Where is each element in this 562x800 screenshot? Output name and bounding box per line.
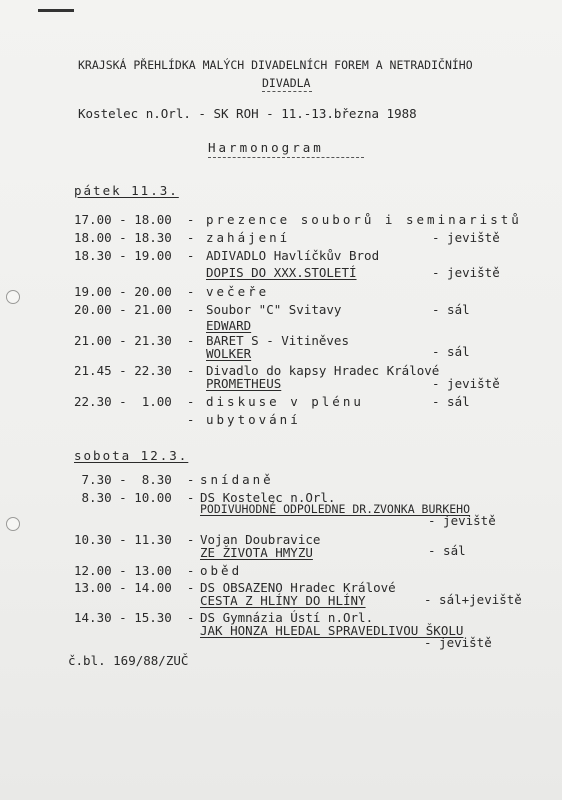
play-title: WOLKER [206,346,252,361]
place-cell: - jeviště [424,635,492,650]
day-friday: pátek 11.3. [74,183,179,198]
time-cell: 21.00 - 21.30 - [74,333,195,348]
place-cell: - sál [432,394,470,409]
time-cell: 12.00 - 13.00 - [74,563,195,578]
title-line-1: KRAJSKÁ PŘEHLÍDKA MALÝCH DIVADELNÍCH FOREM A NETRADIČNÍHO [78,58,473,72]
event-cell: diskuse v plénu [206,394,364,409]
time-cell: 18.30 - 19.00 - [74,248,195,263]
event-cell: prezence souborů i seminaristů [206,212,522,227]
play-title: JAK HONZA HLEDAL SPRAVEDLIVOU ŠKOLU [200,623,464,638]
event-cell: DS Kostelec n.Orl. [200,490,336,505]
event-cell: zahájení [206,230,291,245]
play-title: CESTA Z HLÍNY DO HLÍNY [200,593,366,608]
time-cell: 17.00 - 18.00 - [74,212,195,227]
title-underline [262,91,312,92]
time-cell: 21.45 - 22.30 - [74,363,195,378]
day-saturday: sobota 12.3. [74,448,189,463]
time-cell: 10.30 - 11.30 - [74,532,195,547]
place-cell: - jeviště [432,265,500,280]
title-line-2: DIVADLA [262,76,311,90]
time-cell: 8.30 - 10.00 - [74,490,195,505]
place-cell: - sál [432,344,470,359]
event-cell: Divadlo do kapsy Hradec Králové [206,363,440,378]
event-cell: ADIVADLO Havlíčkův Brod [206,248,380,263]
time-cell: 14.30 - 15.30 - [74,610,195,625]
punch-hole [6,290,20,304]
place-cell: - sál [432,302,470,317]
event-cell: DS OBSAZENO Hradec Králové [200,580,396,595]
time-cell: 20.00 - 21.00 - [74,302,195,317]
time-cell: - [74,412,195,427]
place-cell: - jeviště [428,513,496,528]
harmonogram-heading: Harmonogram [208,140,324,155]
event-cell: BARET S - Vitiněves [206,333,349,348]
play-title: PODIVUHODNÉ ODPOLEDNE DR.ZVONKA BURKEHO [200,502,471,516]
event-cell: snídaně [200,472,274,487]
document-reference: č.bl. 169/88/ZUČ [68,653,189,668]
play-title: DOPIS DO XXX.STOLETÍ [206,265,357,280]
punch-hole [6,517,20,531]
place-date: Kostelec n.Orl. - SK ROH - 11.-13.března 1988 [78,106,417,121]
time-cell: 18.00 - 18.30 - [74,230,195,245]
play-title: EDWARD [206,318,252,333]
event-cell: večeře [206,284,270,299]
staple-mark [38,9,74,12]
place-cell: - jeviště [432,376,500,391]
place-cell: - sál [428,543,466,558]
event-cell: Vojan Doubravice [200,532,321,547]
place-cell: - jeviště [432,230,500,245]
time-cell: 19.00 - 20.00 - [74,284,195,299]
event-cell: DS Gymnázia Ústí n.Orl. [200,610,374,625]
event-cell: oběd [200,563,243,578]
event-cell: Soubor "C" Svitavy [206,302,342,317]
time-cell: 7.30 - 8.30 - [74,472,195,487]
play-title: PROMETHEUS [206,376,282,391]
heading-underline [208,157,364,158]
event-cell: ubytování [206,412,301,427]
time-cell: 13.00 - 14.00 - [74,580,195,595]
place-cell: - sál+jeviště [424,592,522,607]
time-cell: 22.30 - 1.00 - [74,394,195,409]
play-title: ZE ŽIVOTA HMYZU [200,545,313,560]
